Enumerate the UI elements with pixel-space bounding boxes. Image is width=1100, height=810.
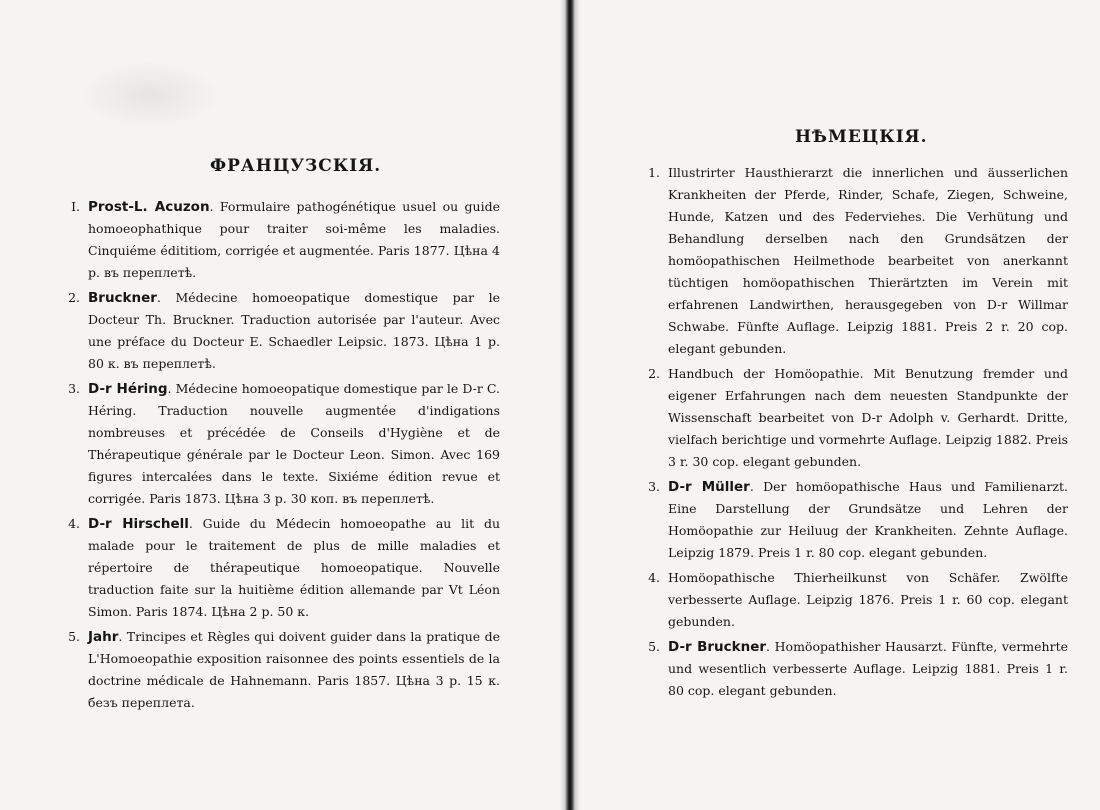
item-text: . Trincipes et Règles qui doivent guider dans la pratique de L'Homoeopathie exposition raisonnee des points essentiels de la doctrine médicale de Hahnemann. Paris 1857. Цѣна 3 р. 15 к. безъ переплета. (88, 629, 500, 710)
list-item (58, 513, 500, 623)
list-item (58, 196, 500, 284)
list-item (58, 378, 500, 510)
item-text: . Guide du Médecin homoeopathe au lit du malade pour le traitement de plus de mille maladies et répertoire de thérapeutique homoeopatique. Nouvelle traduction faite sur la huitième édition allemande par Vt Léon Simon. Paris 1874. Цѣна 2 р. 50 к. (88, 516, 500, 619)
item-text: . Formulaire pathogénétique usuel ou guide homoeophathique pour traiter soi-même les maladies. Cinquiéme édititiom, corrigée et augmentée. Paris 1877. Цѣна 4 р. въ переплетѣ. (88, 199, 500, 280)
item-text: Handbuch der Homöopathie. Mit Benutzung fremder und eigener Erfahrungen nach dem neuesten Standpunkte der Wissenschaft bearbeitet von D-r Adolph v. Gerhardt. Dritte, vielfach berichtige und vormehrte Auflage. Leipzig 1882. Preis 3 r. 30 cop. elegant gebunden. (668, 366, 1068, 469)
item-text: Homöopathische Thierheilkunst von Schäfer. Zwölfte verbesserte Auflage. Leipzig 1876. Preis 1 r. 60 cop. elegant gebunden. (668, 570, 1068, 629)
list-item (58, 626, 500, 714)
item-text: . Médecine homoeopatique domestique par le D-r C. Héring. Traduction nouvelle augmentée d'indigations nombreuses et précédée de Conseils d'Hygiène et de Thérapeutique générale par le Docteur Leon. Simon. Avec 169 figures intercalées dans le texte. Sixiéme édition revue et corrigée. Paris 1873. Цѣна 3 р. 30 коп. въ переплетѣ. (88, 381, 500, 506)
item-number: 4. (648, 570, 660, 585)
item-number: 3. (648, 479, 660, 494)
item-number: 2. (68, 290, 80, 305)
list-item (638, 636, 1068, 702)
german-book-list (638, 162, 1068, 705)
item-number: 3. (68, 381, 80, 396)
list-item (58, 287, 500, 375)
item-number: 2. (648, 366, 660, 381)
page-smudge (80, 60, 220, 130)
item-author: D-r Héring (88, 381, 168, 397)
item-author: D-r Müller (668, 479, 750, 495)
item-author: Bruckner (88, 290, 157, 306)
item-number: I. (71, 199, 80, 214)
item-text: . Médecine homoeopatique domestique par le Docteur Th. Bruckner. Traduction autorisée par l'auteur. Avec une préface du Docteur E. Schaedler Leipsic. 1873. Цѣна 1 р. 80 к. въ переплетѣ. (88, 290, 500, 371)
item-author: Jahr (88, 629, 119, 645)
item-number: 5. (68, 629, 80, 644)
french-book-list (58, 196, 500, 717)
list-item (638, 363, 1068, 473)
item-number: 5. (648, 639, 660, 654)
item-text: Illustrirter Hausthierarzt die innerlichen und äusserlichen Krankheiten der Pferde, Rinder, Schafe, Ziegen, Schweine, Hunde, Katzen und des Federviehes. Die Verhütung und Behandlung derselben nach den Grundsätzen der homöopathischen Heilmethode bearbeitet von anerkannt tüchtigen homöopathischen Thierärtzten im Verein mit erfahrenen Landwirthen, herausgegeben von D-r Willmar Schwabe. Fünfte Auflage. Leipzig 1881. Preis 2 r. 20 cop. elegant gebunden. (668, 165, 1068, 356)
item-author: D-r Bruckner (668, 639, 767, 655)
item-text: . Homöopathisher Hausarzt. Fünfte, vermehrte und wesentlich verbesserte Auflage. Leipzig 1881. Preis 1 r. 80 cop. elegant gebunden. (668, 639, 1068, 698)
german-section-heading: НѢМЕЦКІЯ. (795, 127, 928, 147)
french-section-heading: ФРАНЦУЗСКІЯ. (210, 156, 382, 176)
book-spine-gutter (560, 0, 580, 810)
item-number: 1. (648, 165, 660, 180)
list-item (638, 567, 1068, 633)
list-item (638, 162, 1068, 360)
item-author: Prost-L. Acuzon (88, 199, 210, 215)
item-number: 4. (68, 516, 80, 531)
item-author: D-r Hirschell (88, 516, 189, 532)
list-item (638, 476, 1068, 564)
right-page (580, 0, 1100, 810)
item-text: . Der homöopathische Haus und Familienarzt. Eine Darstellung der Grundsätze und Lehren der Homöopathie zur Heiluug der Krankheiten. Zehnte Auflage. Leipzig 1879. Preis 1 r. 80 cop. elegant gebunden. (668, 479, 1069, 560)
